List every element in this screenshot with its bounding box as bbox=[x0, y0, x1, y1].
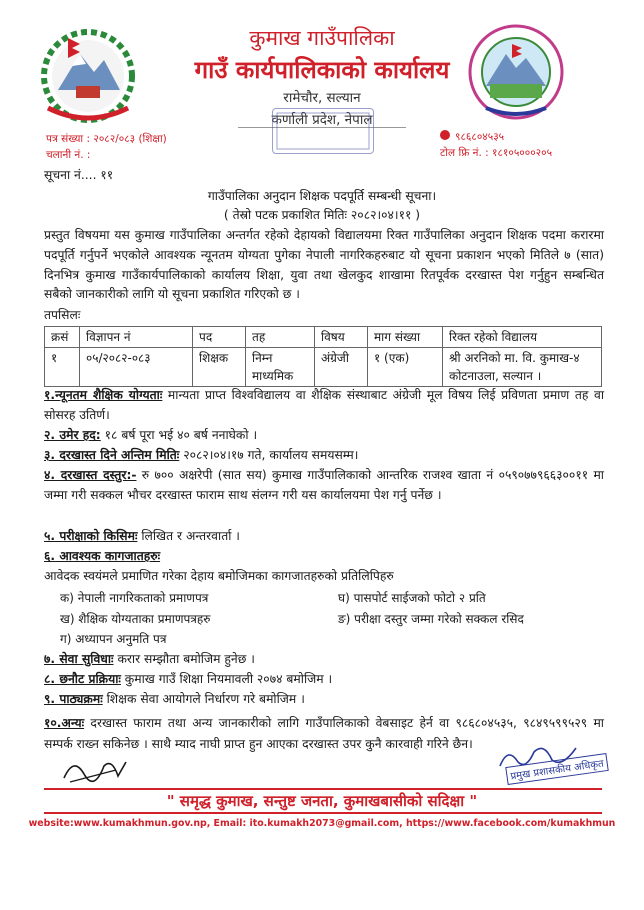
doc-list-left bbox=[60, 588, 210, 650]
section-label: ६. आवश्यक कागजातहरुः bbox=[44, 549, 161, 563]
section-documents bbox=[44, 547, 604, 567]
footer-rule bbox=[44, 788, 602, 790]
table-cell: निम्न माध्यमिक bbox=[246, 348, 315, 387]
list-item: घ) पासपोर्ट साईजको फोटो २ प्रति bbox=[338, 591, 486, 605]
tapasil-label: तपसिलः bbox=[44, 308, 81, 322]
section-exam-type bbox=[44, 527, 604, 547]
table-cell: शिक्षक bbox=[193, 348, 246, 387]
signature-left bbox=[60, 752, 130, 786]
header-province: कर्णाली प्रदेश, नेपाल bbox=[271, 112, 373, 128]
letter-number: पत्र संख्या : २०८२/०८३ (शिक्षा) bbox=[46, 133, 167, 145]
table-header: पद bbox=[193, 327, 246, 348]
phone-number: ९८६८०४५३५ bbox=[455, 131, 505, 143]
office-stamp bbox=[272, 108, 374, 154]
table-cell: श्री अरनिको मा. वि. कुमाख-४ कोटनाउला, सल्यान । bbox=[443, 348, 602, 387]
section-label: ५. परीक्षाको किसिमः bbox=[44, 529, 138, 543]
section-label: १०.अन्यः bbox=[44, 716, 85, 730]
section-curriculum bbox=[44, 690, 604, 710]
footer-rule-bottom bbox=[44, 812, 602, 814]
table-cell: १ bbox=[45, 348, 80, 387]
section-text: मान्यता प्राप्त विश्वविद्यालय वा शैक्षिक संस्थाबाट अंग्रेजी मूल विषय लिई प्रविणता प्रमाण तह वा सोसरह उतिर्ण। bbox=[44, 388, 605, 422]
section-label: ७. सेवा सुविधाः bbox=[44, 652, 114, 666]
table-header: माग संख्या bbox=[368, 327, 443, 348]
toll-free-number: टोल फ्रि नं. : १८१०५०००२०५ bbox=[440, 147, 553, 159]
notice-number: सूचना नं.... ११ bbox=[44, 168, 114, 182]
section-selection bbox=[44, 670, 604, 690]
section-text: १८ बर्ष पूरा भई ४० बर्ष ननाघेको । bbox=[100, 428, 258, 442]
section-benefits bbox=[44, 650, 604, 670]
phone-icon bbox=[440, 130, 450, 140]
table-cell: ०५/२०८२-०८३ bbox=[80, 348, 193, 387]
section-label: ३. दरखास्त दिने अन्तिम मितिः bbox=[44, 448, 180, 462]
header-office-name: गाउँ कार्यपालिकाको कार्यालय bbox=[194, 56, 450, 84]
footer-slogan: " समृद्ध कुमाख, सन्तुष्ट जनता, कुमाखबासीको सदिक्षा " bbox=[166, 792, 478, 810]
section-label: ८. छनौट प्रक्रियाः bbox=[44, 672, 121, 686]
section-fee bbox=[44, 466, 604, 506]
notice-subtitle: ( तेस्रो पटक प्रकाशित मितिः २०८२।०४।११ ) bbox=[223, 208, 421, 222]
notice-title: गाउँपालिका अनुदान शिक्षक पदपूर्ति सम्बन्धी सूचना। bbox=[207, 189, 437, 203]
vacancy-table bbox=[44, 326, 602, 387]
section-text: दरखास्त फाराम तथा अन्य जानकारीको लागि गाउँपालिकाको वेबसाइट हेर्न वा ९८६८०४५३५, ९८४९५९९५२९ मा सम्पर्क राख्न सकिनेछ । साथै म्याद नाघी प्राप्त हुन आएका दरखास्त उपर कुनै कारवाही गरिने छैन। bbox=[44, 716, 604, 751]
section-text: २०८२।०४।१७ गते, कार्यालय समयसम्म। bbox=[179, 448, 359, 462]
table-header: रिक्त रहेको विद्यालय bbox=[443, 327, 602, 348]
section-age bbox=[44, 426, 604, 446]
section-label: २. उमेर हद: bbox=[44, 428, 101, 442]
header-municipality-name: कुमाख गाउँपालिका bbox=[249, 26, 395, 50]
section-text: करार सम्झौता बमोजिम हुनेछ । bbox=[113, 652, 255, 666]
table-header-row bbox=[45, 327, 602, 348]
section-qualification bbox=[44, 386, 604, 426]
notice-intro: प्रस्तुत विषयमा यस कुमाख गाउँपालिका अन्तर्गत रहेको देहायको विद्यालयमा रिक्त गाउँपालिका अनुदान शिक्षक पदमा करारमा पदपूर्ति गर्नुपर्ने भएकोले आवश्यक न्यूनतम योग्यता पुगेका नेपाली नागरिकहरुबाट यो सूचना प्रकाशन भएको मितिले ७ (सात) दिनभित्र कुमाख गाउँकार्यपालिकाको कार्यालय शिक्षा, युवा तथा खेलकुद शाखामा रितपूर्वक दरखास्त पेश गर्नुहुन सम्बन्धित सबैको जानकारीको लागि यो सूचना प्रकाशित गरिएको छ । bbox=[44, 228, 604, 302]
table-cell: १ (एक) bbox=[368, 348, 443, 387]
doc-list-right bbox=[338, 588, 524, 629]
section-label: ४. दरखास्त दस्तुर:- bbox=[44, 468, 137, 482]
list-item: ङ) परीक्षा दस्तुर जम्मा गरेको सक्कल रसिद bbox=[338, 611, 524, 626]
officer-stamp: प्रमुख प्रशासकीय अधिकृत bbox=[505, 753, 608, 785]
list-item: ग) अध्यापन अनुमति पत्र bbox=[60, 632, 167, 646]
table-header: विज्ञापन नं bbox=[80, 327, 193, 348]
table-header: तह bbox=[246, 327, 315, 348]
section-text: लिखित र अन्तरवार्ता । bbox=[137, 529, 240, 543]
table-row bbox=[45, 348, 602, 387]
table-header: क्रसं bbox=[45, 327, 80, 348]
table-cell: अंग्रेजी bbox=[315, 348, 368, 387]
section-label: ९. पाठ्यक्रमः bbox=[44, 692, 103, 706]
documents-intro: आवेदक स्वयंमले प्रमाणित गरेका देहाय बमोजिमका कागजातहरुको प्रतिलिपिहरु bbox=[44, 569, 394, 583]
section-text: कुमाख गाउँ शिक्षा नियमावली २०७४ बमोजिम । bbox=[120, 672, 333, 686]
header-address: रामेचौर, सल्यान bbox=[283, 90, 361, 106]
section-deadline bbox=[44, 446, 604, 466]
list-item: क) नेपाली नागरिकताको प्रमाणपत्र bbox=[60, 591, 209, 605]
footer-contact-links: website:www.kumakhmun.gov.np, Email: ito.kumakh2073@gmail.com, https://www.facebook.com/kumakhmun bbox=[28, 818, 616, 829]
dispatch-number: चलानी नं. : bbox=[46, 149, 91, 161]
section-label: १.न्यूनतम शैक्षिक योग्यताः bbox=[44, 388, 163, 402]
list-item: ख) शैक्षिक योग्यताका प्रमाणपत्रहरु bbox=[60, 611, 211, 626]
table-header: विषय bbox=[315, 327, 368, 348]
section-text: रु ७०० अक्षरेपी (सात सय) कुमाख गाउँपालिकाको आन्तरिक राजश्व खाता नं ०५९०७७९६६३००११ मा जम्मा गरी सक्कल भौचर दरखास्त फाराम साथ संलग्न गरी यस कार्यालयमा पेश गर्नु पर्नेछ । bbox=[44, 468, 604, 502]
section-text: शिक्षक सेवा आयोगले निर्धारण गरे बमोजिम । bbox=[102, 692, 305, 706]
